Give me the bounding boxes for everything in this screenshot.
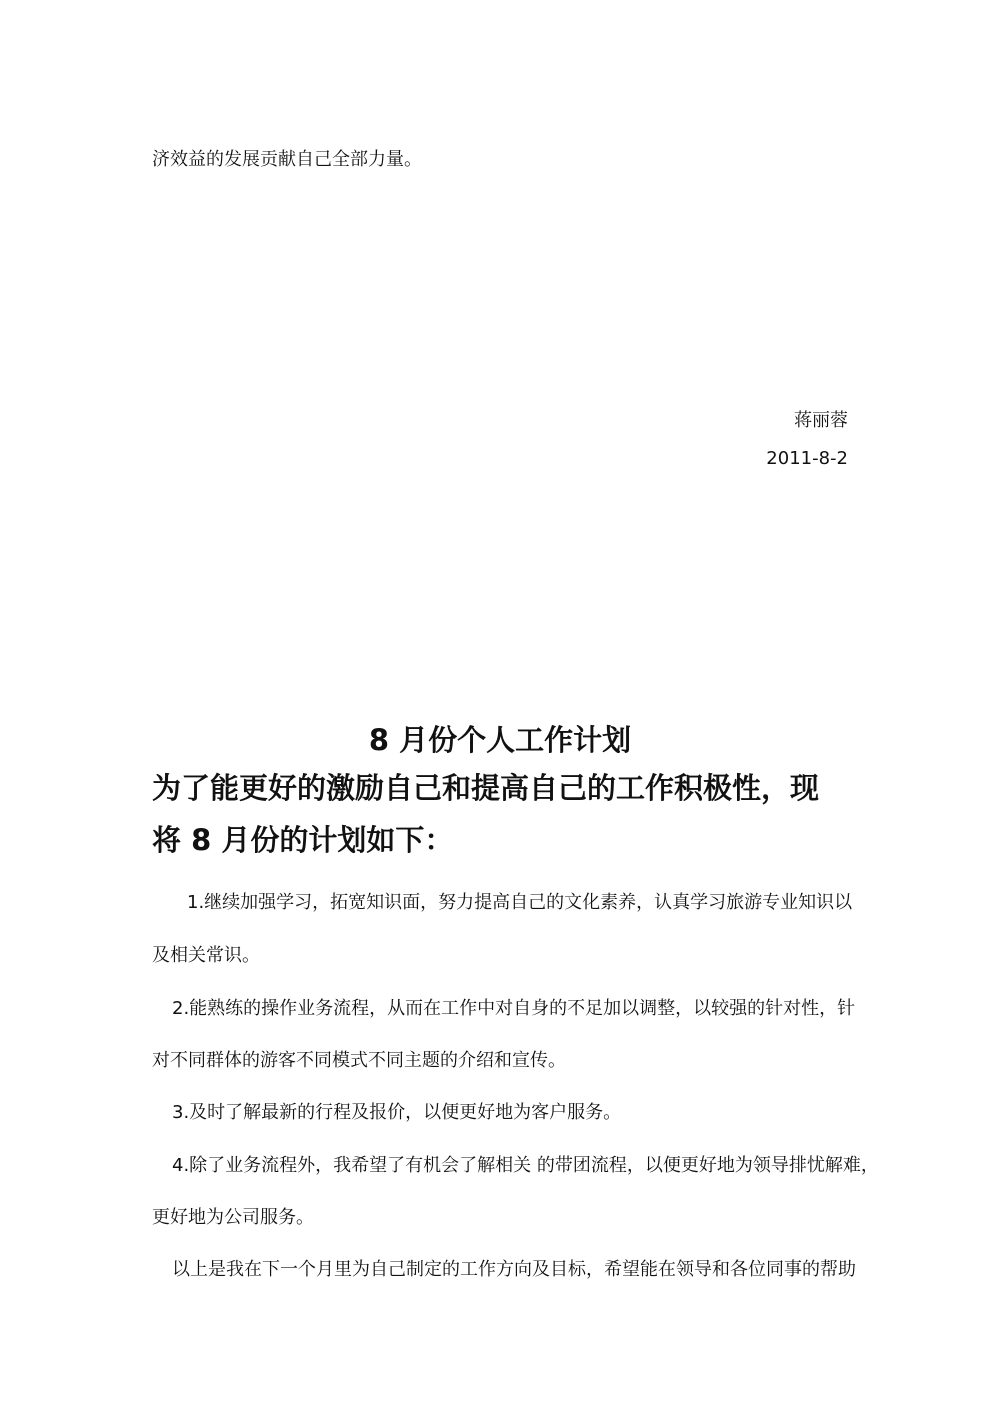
plan-item-1-line-2: 及相关常识。 bbox=[152, 945, 260, 966]
document-title: 8 月份个人工作计划 bbox=[368, 723, 632, 757]
intro-line-2: 将 8 月份的计划如下： bbox=[152, 823, 454, 857]
previous-page-tail-text: 济效益的发展贡献自己全部力量。 bbox=[152, 149, 422, 170]
plan-item-2-line-2: 对不同群体的游客不同模式不同主题的介绍和宣传。 bbox=[152, 1050, 566, 1071]
signature-name: 蒋丽蓉 bbox=[794, 410, 848, 431]
plan-item-4-line-2: 更好地为公司服务。 bbox=[152, 1207, 314, 1228]
plan-item-4-line-1: 4.除了业务流程外，我希望了有机会了解相关 的带团流程，以便更好地为领导排忧解难， bbox=[172, 1155, 879, 1176]
intro-line-1: 为了能更好的激励自己和提高自己的工作积极性，现 bbox=[152, 771, 820, 805]
closing-paragraph-line-1: 以上是我在下一个月里为自己制定的工作方向及目标，希望能在领导和各位同事的帮助 bbox=[172, 1259, 856, 1280]
plan-item-1-line-1: 1.继续加强学习，拓宽知识面，努力提高自己的文化素养，认真学习旅游专业知识以 bbox=[187, 892, 853, 913]
signature-date: 2011-8-2 bbox=[766, 448, 848, 469]
plan-item-3-line-1: 3.及时了解最新的行程及报价，以便更好地为客户服务。 bbox=[172, 1102, 622, 1123]
plan-item-2-line-1: 2.能熟练的操作业务流程，从而在工作中对自身的不足加以调整，以较强的针对性，针 bbox=[172, 998, 856, 1019]
